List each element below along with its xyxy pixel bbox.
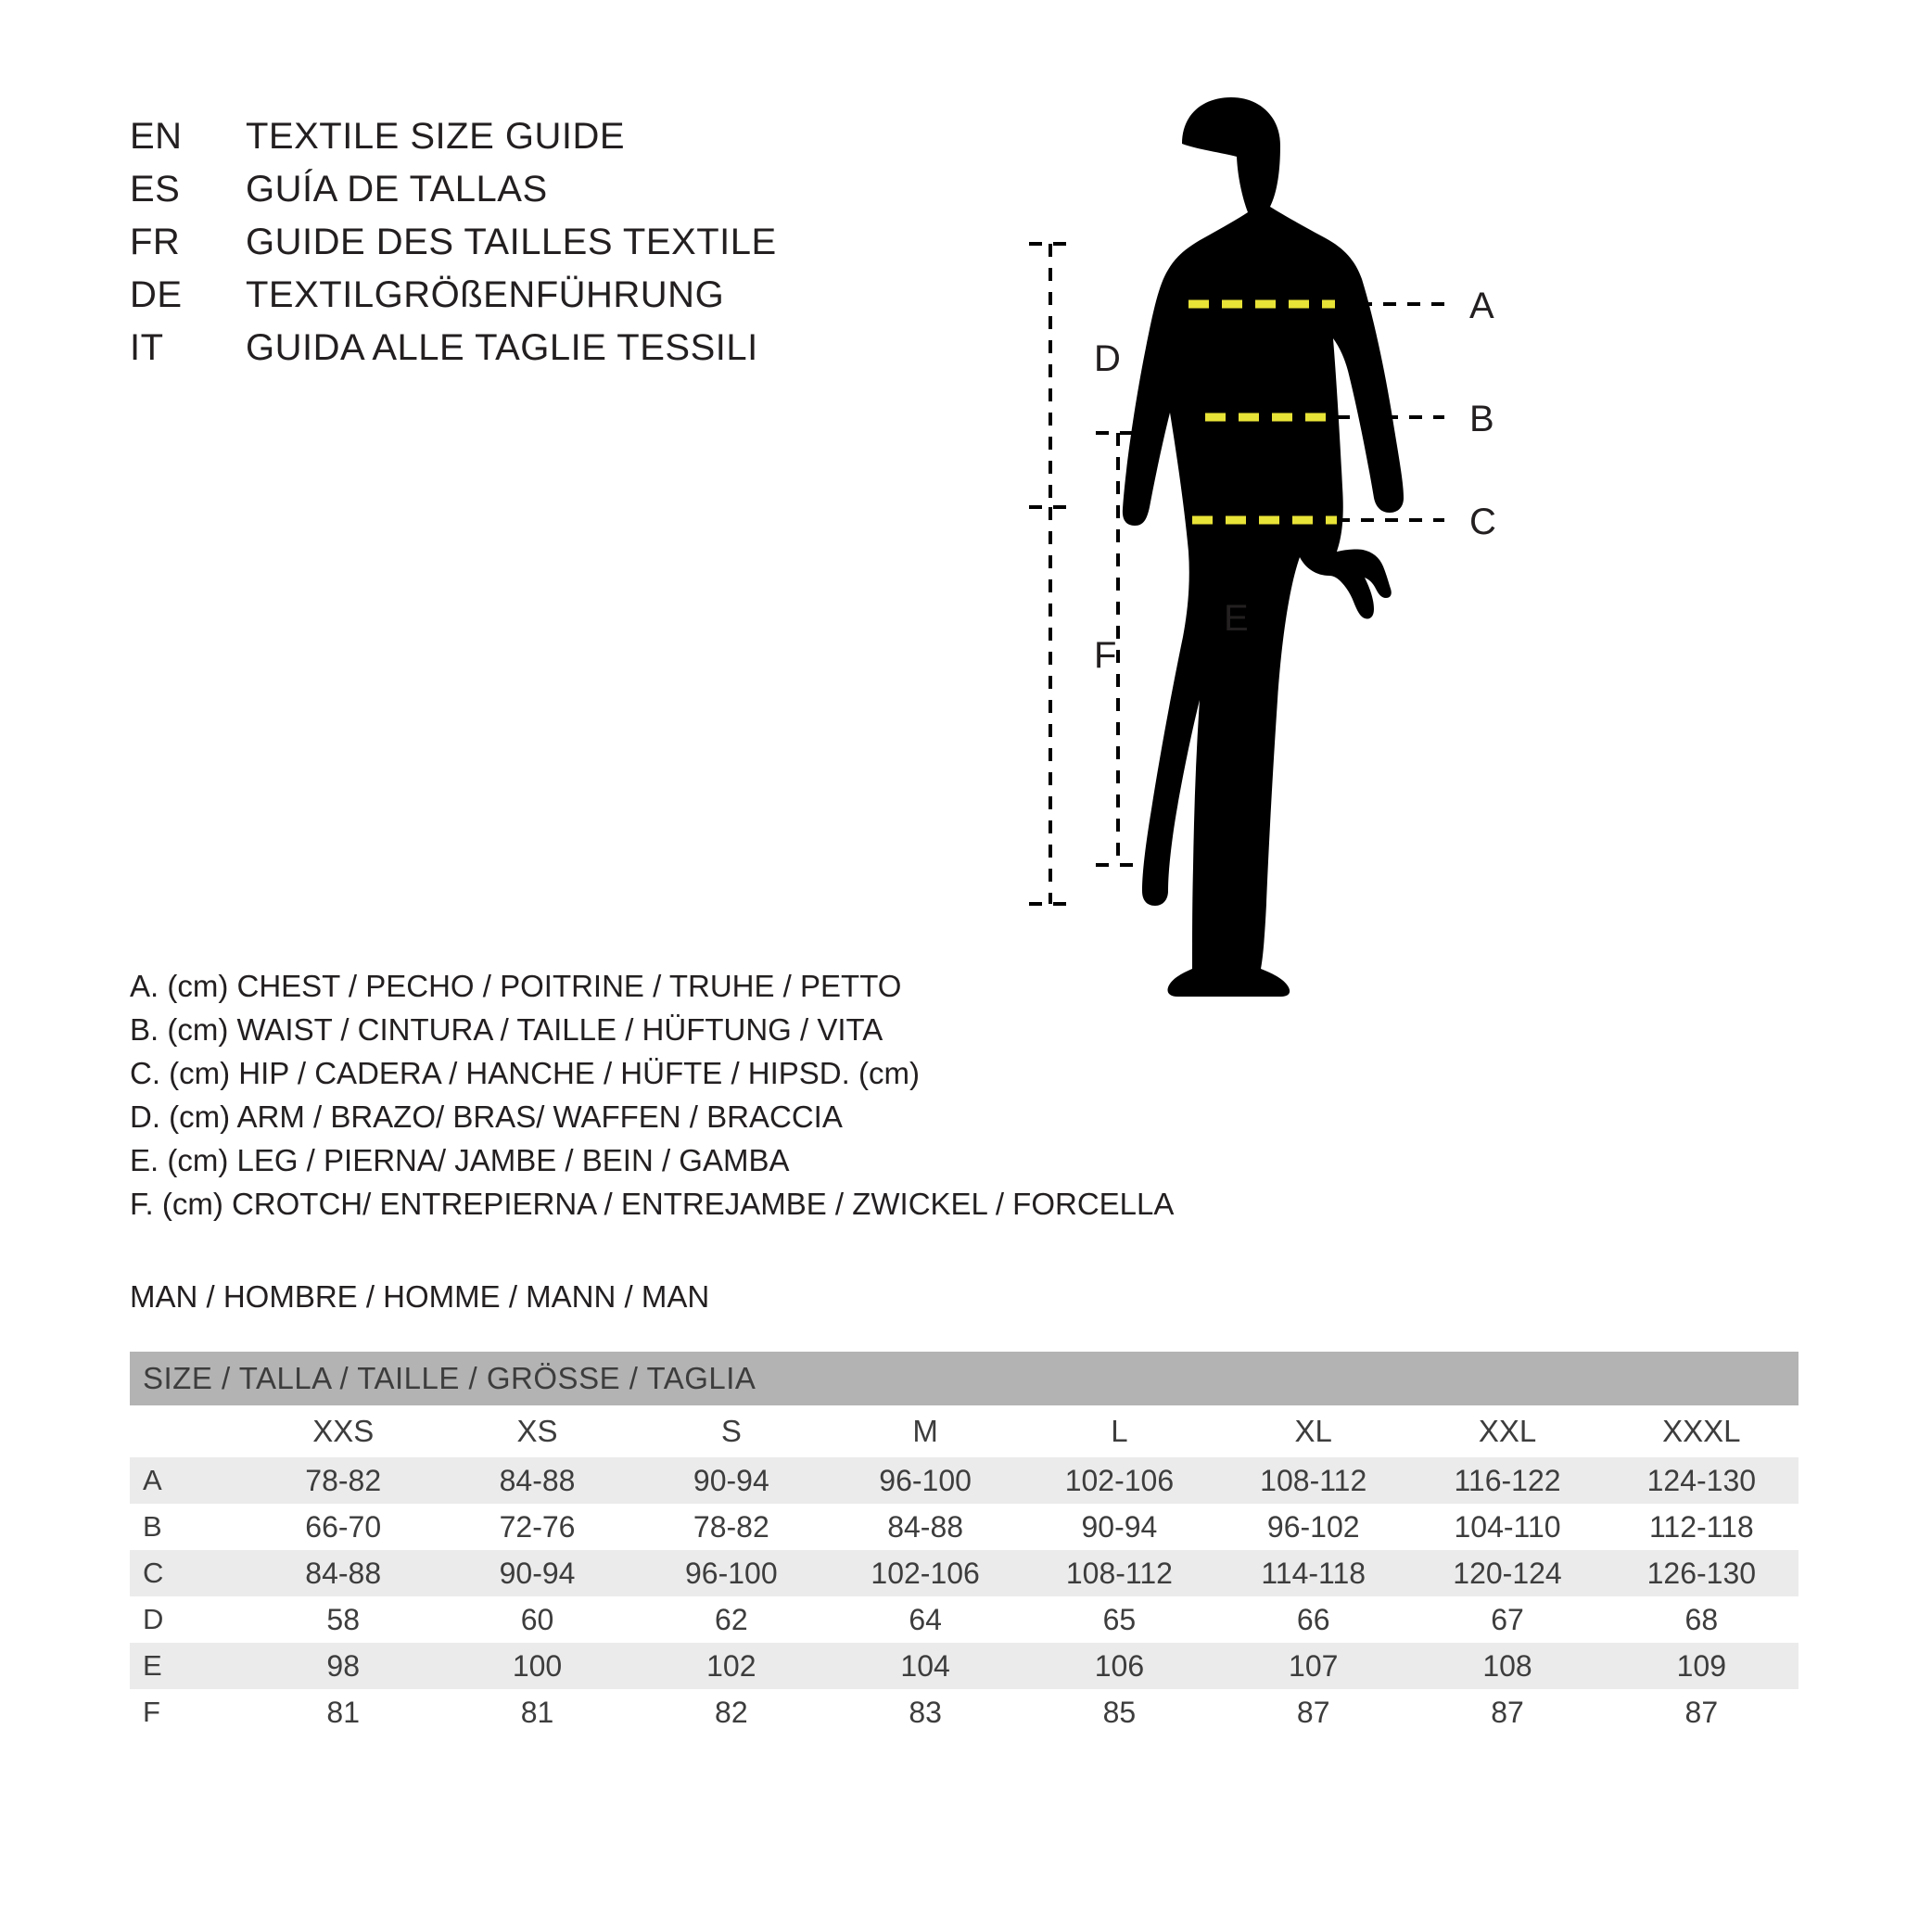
legend-block: [130, 964, 1224, 1226]
cell-e-l: 106: [1023, 1643, 1216, 1689]
legend-item-a: A. (cm) CHEST / PECHO / POITRINE / TRUHE / PETTO: [130, 969, 902, 1003]
cell-e-xxl: 108: [1410, 1643, 1604, 1689]
cell-c-xxs: 84-88: [247, 1550, 440, 1596]
language-code: FR: [130, 222, 181, 262]
language-title: GUIDA ALLE TAGLIE TESSILI: [246, 327, 758, 368]
cell-c-l: 108-112: [1023, 1550, 1216, 1596]
cell-c-xxl: 120-124: [1410, 1550, 1604, 1596]
label-c: C: [1469, 502, 1496, 542]
cell-a-xxs: 78-82: [247, 1457, 440, 1504]
cell-b-xxs: 66-70: [247, 1504, 440, 1550]
table-row: [130, 1596, 1799, 1643]
cell-e-xxxl: 109: [1605, 1643, 1799, 1689]
table-row: [130, 1457, 1799, 1504]
cell-f-xxxl: 87: [1605, 1689, 1799, 1735]
language-row: [130, 274, 964, 327]
cell-e-s: 102: [634, 1643, 828, 1689]
table-title: SIZE / TALLA / TAILLE / GRÖSSE / TAGLIA: [130, 1352, 1799, 1405]
cell-c-m: 102-106: [828, 1550, 1022, 1596]
cell-b-xxxl: 112-118: [1605, 1504, 1799, 1550]
cell-d-xl: 66: [1216, 1596, 1410, 1643]
cell-c-s: 96-100: [634, 1550, 828, 1596]
row-label-b: B: [130, 1504, 247, 1550]
language-title: TEXTILE SIZE GUIDE: [246, 116, 626, 157]
row-label-c: C: [130, 1550, 247, 1596]
cell-a-l: 102-106: [1023, 1457, 1216, 1504]
cell-a-xl: 108-112: [1216, 1457, 1410, 1504]
cell-b-s: 78-82: [634, 1504, 828, 1550]
column-header-xl: XL: [1216, 1405, 1410, 1457]
table-corner-cell: [130, 1405, 247, 1457]
table-row: [130, 1689, 1799, 1735]
cell-a-m: 96-100: [828, 1457, 1022, 1504]
label-e: E: [1224, 598, 1249, 639]
column-header-xxxl: XXXL: [1605, 1405, 1799, 1457]
language-row: [130, 169, 964, 222]
cell-e-xs: 100: [440, 1643, 634, 1689]
legend-item-e: E. (cm) LEG / PIERNA/ JAMBE / BEIN / GAMBA: [130, 1143, 790, 1177]
cell-d-xxxl: 68: [1605, 1596, 1799, 1643]
language-title: TEXTILGRÖßENFÜHRUNG: [246, 274, 725, 315]
cell-e-m: 104: [828, 1643, 1022, 1689]
cell-b-l: 90-94: [1023, 1504, 1216, 1550]
label-d: D: [1094, 338, 1121, 379]
language-row: [130, 116, 964, 169]
column-header-xs: XS: [440, 1405, 634, 1457]
row-label-f: F: [130, 1689, 247, 1735]
table-header-row: [130, 1405, 1799, 1457]
bracket-d: [1029, 244, 1072, 507]
language-title: GUIDE DES TAILLES TEXTILE: [246, 222, 777, 262]
language-row: [130, 222, 964, 274]
cell-b-xl: 96-102: [1216, 1504, 1410, 1550]
cell-b-xs: 72-76: [440, 1504, 634, 1550]
cell-f-xxl: 87: [1410, 1689, 1604, 1735]
cell-c-xl: 114-118: [1216, 1550, 1410, 1596]
row-label-a: A: [130, 1457, 247, 1504]
row-label-e: E: [130, 1643, 247, 1689]
legend-item-f: F. (cm) CROTCH/ ENTREPIERNA / ENTREJAMBE / ZWICKEL / FORCELLA: [130, 1187, 1175, 1221]
table-row: [130, 1550, 1799, 1596]
label-a: A: [1469, 286, 1494, 326]
cell-b-xxl: 104-110: [1410, 1504, 1604, 1550]
cell-d-m: 64: [828, 1596, 1022, 1643]
language-code: DE: [130, 274, 183, 315]
bracket-f: [1029, 507, 1072, 904]
cell-b-m: 84-88: [828, 1504, 1022, 1550]
cell-c-xxxl: 126-130: [1605, 1550, 1799, 1596]
legend-item-b: B. (cm) WAIST / CINTURA / TAILLE / HÜFTUNG / VITA: [130, 1012, 883, 1047]
legend-item-d: D. (cm) ARM / BRAZO/ BRAS/ WAFFEN / BRACCIA: [130, 1099, 843, 1134]
cell-d-s: 62: [634, 1596, 828, 1643]
cell-d-xs: 60: [440, 1596, 634, 1643]
cell-e-xl: 107: [1216, 1643, 1410, 1689]
cell-d-xxl: 67: [1410, 1596, 1604, 1643]
language-code: ES: [130, 169, 181, 210]
cell-f-s: 82: [634, 1689, 828, 1735]
size-table: [130, 1352, 1799, 1735]
cell-a-s: 90-94: [634, 1457, 828, 1504]
cell-f-xl: 87: [1216, 1689, 1410, 1735]
label-b: B: [1469, 399, 1494, 439]
cell-f-l: 85: [1023, 1689, 1216, 1735]
cell-f-m: 83: [828, 1689, 1022, 1735]
column-header-m: M: [828, 1405, 1022, 1457]
cell-f-xxs: 81: [247, 1689, 440, 1735]
language-row: [130, 327, 964, 380]
language-header-block: [130, 116, 964, 380]
column-header-s: S: [634, 1405, 828, 1457]
cell-a-xxxl: 124-130: [1605, 1457, 1799, 1504]
cell-c-xs: 90-94: [440, 1550, 634, 1596]
label-f: F: [1094, 635, 1117, 676]
table-row: [130, 1504, 1799, 1550]
language-code: EN: [130, 116, 183, 157]
language-code: IT: [130, 327, 164, 368]
column-header-l: L: [1023, 1405, 1216, 1457]
column-header-xxs: XXS: [247, 1405, 440, 1457]
gender-label: MAN / HOMBRE / HOMME / MANN / MAN: [130, 1279, 710, 1314]
cell-d-l: 65: [1023, 1596, 1216, 1643]
column-header-xxl: XXL: [1410, 1405, 1604, 1457]
cell-a-xxl: 116-122: [1410, 1457, 1604, 1504]
table-title-row: [130, 1352, 1799, 1405]
language-title: GUÍA DE TALLAS: [246, 169, 548, 210]
cell-f-xs: 81: [440, 1689, 634, 1735]
cell-d-xxs: 58: [247, 1596, 440, 1643]
cell-e-xxs: 98: [247, 1643, 440, 1689]
cell-a-xs: 84-88: [440, 1457, 634, 1504]
row-label-d: D: [130, 1596, 247, 1643]
table-row: [130, 1643, 1799, 1689]
man-silhouette-icon: [1123, 97, 1404, 997]
legend-item-c: C. (cm) HIP / CADERA / HANCHE / HÜFTE / HIPSD. (cm): [130, 1056, 920, 1090]
